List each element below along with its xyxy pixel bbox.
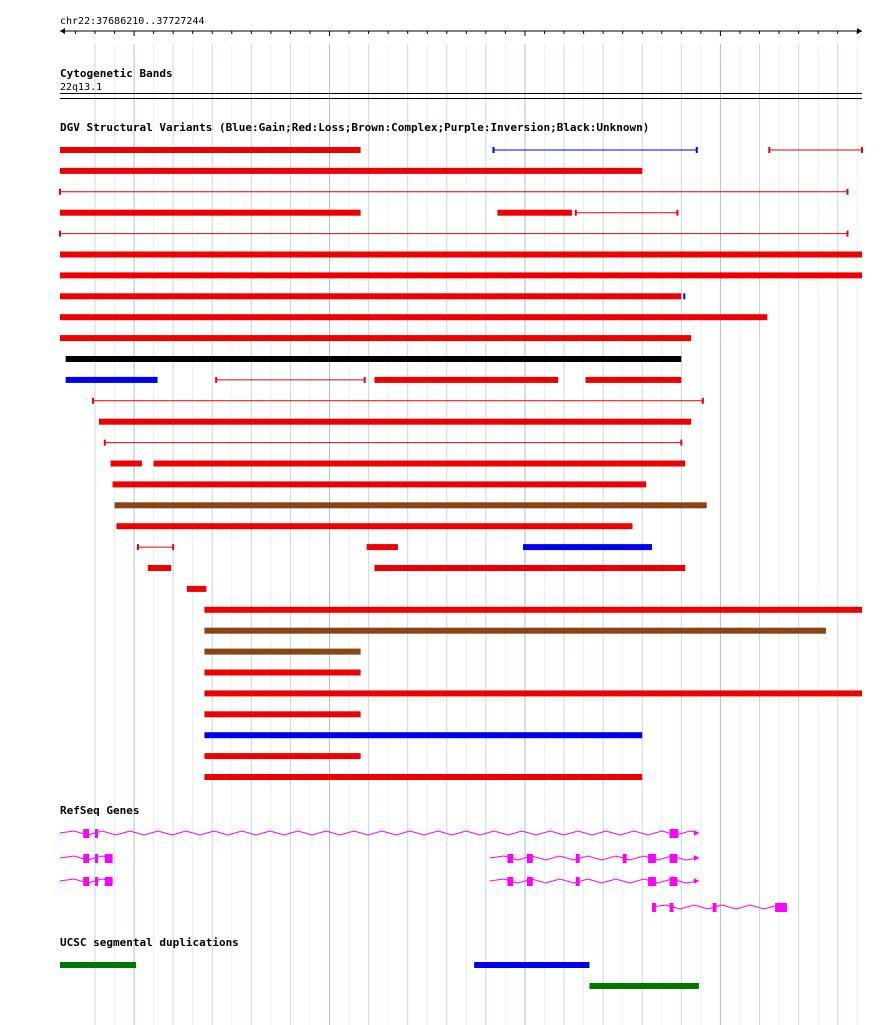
- vertical-gridlines: [95, 44, 857, 1025]
- gene-exon: [670, 877, 678, 886]
- sv-bar: [113, 481, 647, 487]
- sv-bar: [204, 690, 862, 696]
- gene-exon: [507, 877, 513, 886]
- sv-bar: [60, 272, 862, 278]
- gene-strand-arrow: [694, 855, 699, 861]
- cytoband-line-bottom: [60, 98, 862, 99]
- gene-exon: [83, 877, 89, 886]
- segdup-track-title: UCSC segmental duplications: [60, 936, 239, 949]
- refseq-genes-track: [60, 829, 787, 912]
- gene-exon: [648, 877, 656, 886]
- sv-bar: [374, 565, 685, 571]
- gene-exon: [775, 903, 787, 912]
- gene-exon: [83, 854, 89, 863]
- sv-bar: [60, 314, 767, 320]
- ruler-right-arrow: [857, 28, 862, 34]
- sv-bar: [154, 461, 686, 467]
- sv-bar: [204, 628, 826, 634]
- segdup-bar: [60, 962, 136, 968]
- sv-bar: [60, 168, 642, 174]
- gene-intron: [490, 856, 699, 860]
- genes-track-title: RefSeq Genes: [60, 804, 140, 817]
- ruler-left-arrow: [60, 28, 65, 34]
- gene-exon: [713, 903, 717, 912]
- sv-bar: [204, 774, 642, 780]
- gene-exon: [105, 877, 113, 886]
- gene-exon: [105, 854, 113, 863]
- gene-strand-arrow: [694, 830, 699, 836]
- gene-exon: [670, 903, 674, 912]
- sv-bar: [148, 565, 171, 571]
- sv-bar: [66, 377, 158, 383]
- sv-bar: [60, 293, 681, 299]
- gene-exon: [576, 877, 580, 886]
- sv-bar: [116, 523, 632, 529]
- gene-exon: [95, 877, 98, 886]
- gene-intron: [490, 879, 699, 883]
- gene-exon: [83, 829, 89, 838]
- dgv-track: [60, 147, 862, 780]
- coordinate-ruler: [60, 28, 862, 36]
- sv-bar: [99, 419, 691, 425]
- sv-bar: [66, 356, 682, 362]
- sv-bar: [523, 544, 652, 550]
- gene-exon: [576, 854, 580, 863]
- gene-exon: [623, 854, 627, 863]
- sv-bar: [374, 377, 558, 383]
- sv-bar: [60, 147, 361, 153]
- sv-bar: [204, 711, 360, 717]
- sv-bar: [187, 586, 207, 592]
- gene-exon: [95, 829, 98, 838]
- gene-exon: [507, 854, 513, 863]
- sv-bar: [204, 607, 862, 613]
- sv-bar: [111, 461, 142, 467]
- cytoband-line-top: [60, 93, 862, 94]
- gene-exon: [95, 854, 98, 863]
- gene-exon: [670, 829, 679, 838]
- cytoband-track-title: Cytogenetic Bands: [60, 67, 173, 80]
- gene-exon: [648, 854, 656, 863]
- gene-exon: [527, 877, 533, 886]
- sv-bar: [60, 252, 862, 258]
- gene-strand-arrow: [694, 878, 699, 884]
- sv-bar: [367, 544, 398, 550]
- cytoband-label: 22q13.1: [60, 82, 103, 93]
- sv-bar: [204, 732, 642, 738]
- sv-bar: [204, 753, 360, 759]
- gene-exon: [652, 903, 656, 912]
- region-label: chr22:37686210..37727244: [60, 16, 205, 27]
- sv-bar: [60, 335, 691, 341]
- sv-bar: [586, 377, 682, 383]
- dgv-track-title: DGV Structural Variants (Blue:Gain;Red:Loss;Brown:Complex;Purple:Inversion;Black:Unknown): [60, 121, 650, 134]
- sv-bar: [115, 502, 707, 508]
- gene-exon: [670, 854, 678, 863]
- segdup-bar: [589, 983, 698, 989]
- sv-bar: [204, 649, 360, 655]
- sv-bar: [683, 293, 685, 299]
- segdup-bar: [474, 962, 589, 968]
- sv-bar: [497, 210, 571, 216]
- sv-bar: [204, 670, 360, 676]
- gene-exon: [527, 854, 533, 863]
- sv-bar: [60, 210, 361, 216]
